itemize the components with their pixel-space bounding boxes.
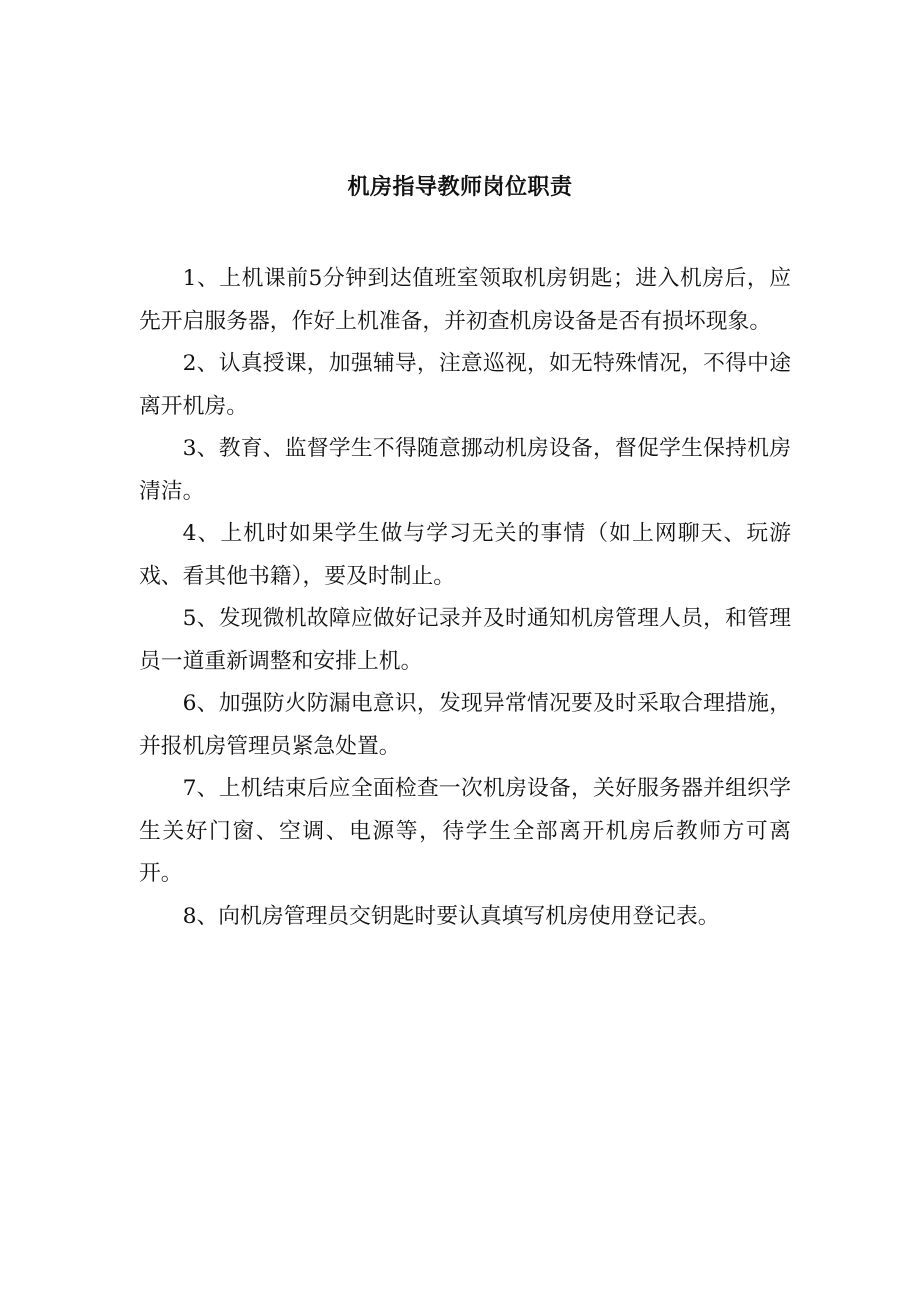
duty-item-7: 7、上机结束后应全面检查一次机房设备，关好服务器并组织学生关好门窗、空调、电源等，待学生全部离开机房后教师方可离开。 bbox=[139, 776, 791, 886]
document-body bbox=[139, 258, 791, 938]
document-title: 机房指导教师岗位职责 bbox=[347, 175, 573, 200]
duty-item-1: 1、上机课前5分钟到达值班室领取机房钥匙；进入机房后，应先开启服务器，作好上机准备，并初查机房设备是否有损坏现象。 bbox=[139, 266, 791, 334]
duty-item-3: 3、教育、监督学生不得随意挪动机房设备，督促学生保持机房清洁。 bbox=[139, 436, 791, 504]
duty-item-8: 8、向机房管理员交钥匙时要认真填写机房使用登记表。 bbox=[182, 903, 720, 929]
duty-item-2: 2、认真授课，加强辅导，注意巡视，如无特殊情况，不得中途离开机房。 bbox=[139, 351, 791, 419]
duty-item-6: 6、加强防火防漏电意识，发现异常情况要及时采取合理措施，并报机房管理员紧急处置。 bbox=[139, 691, 791, 759]
duty-item-5: 5、发现微机故障应做好记录并及时通知机房管理人员，和管理员一道重新调整和安排上机。 bbox=[139, 606, 791, 674]
duty-item-4: 4、上机时如果学生做与学习无关的事情（如上网聊天、玩游戏、看其他书籍），要及时制止。 bbox=[139, 521, 791, 589]
